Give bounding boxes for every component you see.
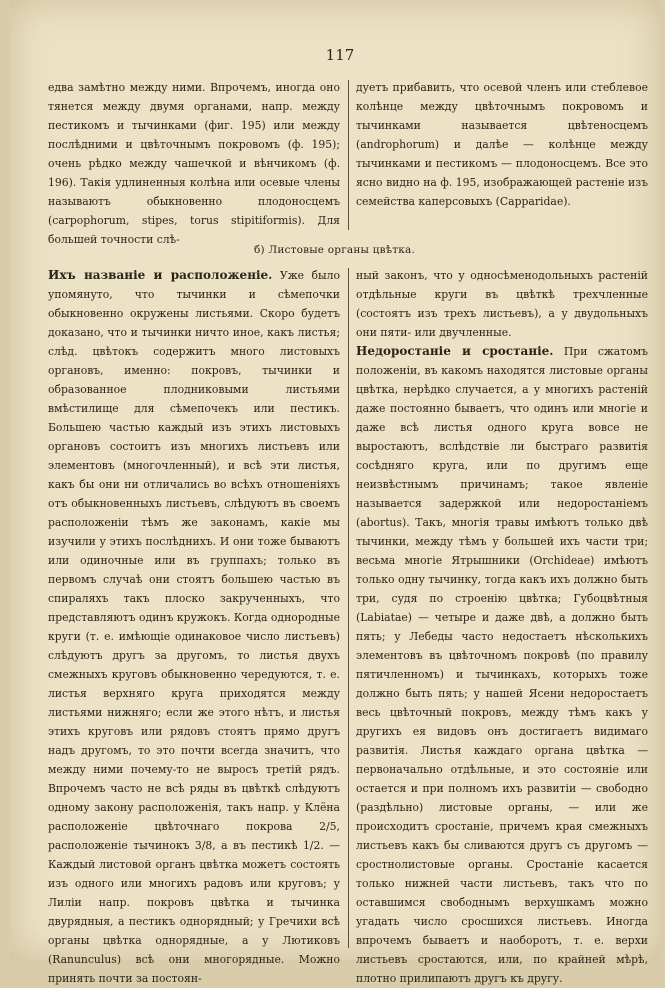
bottom-left-column [48,266,340,988]
right-intro-paragraph: ный законъ, что у односѣменодольныхъ растеній отдѣльные круги въ цвѣткѣ трехчленные (состоятъ изъ трехъ листьевъ), а у двудольныхъ они пяти- или двучленные. [356,269,648,339]
left-body-text: Уже было упомянуто, что тычинки и сѣмепочки обыкновенно окружены листьями. Скоро будетъ доказано, что и тычинки ничто иное, какъ листья; слѣд. цвѣтокъ содержитъ много листовыхъ органовъ, именно: покровъ, тычинки и образованное плодниковыми листьями вмѣстилище для сѣмепочекъ или пестикъ. Большею частью каждый изъ этихъ листовыхъ органовъ состоитъ изъ многихъ листьевъ или элементовъ (многочленный), и всѣ эти листья, какъ бы они ни отличались во всѣхъ отношеніяхъ отъ обыкновенныхъ листьевъ, слѣдуютъ въ своемъ расположеніи тѣмъ же законамъ, какіе мы изучили у этихъ послѣднихъ. И они тоже бываютъ или одиночные или въ группахъ; только въ первомъ случаѣ они стоятъ большею частью въ спираляхъ такъ плоско закрученныхъ, что представляютъ одинъ кружокъ. Когда однородные круги (т. е. имѣющіе одинаковое число листьевъ) слѣдуютъ другъ за другомъ, то листья двухъ смежныхъ круговъ обыкновенно чередуются, т. е. листья верхняго круга приходятся между листьями нижняго; если же этого нѣтъ, и листья этихъ круговъ или рядовъ стоятъ прямо другъ надъ другомъ, то это почти всегда значитъ, что между ними почему-то не выросъ третій рядъ. Впрочемъ часто не всѣ ряды въ цвѣткѣ слѣдуютъ одному закону расположенія, такъ напр. у Клёна расположеніе цвѣточнаго покрова 2/5, расположеніе тычинокъ 3/8, а въ пестикѣ 1/2. — Каждый листовой органъ цвѣтка можетъ состоять изъ одного или многихъ радовъ или круговъ; у Лиліи напр. покровъ цвѣтка и тычинка двурядныя, а пестикъ однорядный; у Гречихи всѣ органы цвѣтка однорядные, а у Лютиковъ (Ranunculus) всѣ они многорядные. Можно принять почти за постоян- [48,269,340,985]
bottom-right-column [356,266,648,988]
right-body-text: При сжатомъ положеніи, въ какомъ находятся листовые органы цвѣтка, нерѣдко случается, а у многихъ растеній даже постоянно бываетъ, что одинъ или многіе и даже всѣ листья одного круга вовсе не выростаютъ, вслѣдствіе ли быстраго развитія сосѣдняго круга, или по другимъ еще неизвѣстнымъ причинамъ; такое явленіе называется задержкой или недоростаніемъ (abortus). Такъ, многія травы имѣютъ только двѣ тычинки, между тѣмъ у большей ихъ части три; весьма многіе Ятрышники (Orchideae) имѣютъ только одну тычинку, тогда какъ ихъ должно быть три, судя по строенію цвѣтка; Губоцвѣтныя (Labiatae) — четыре и даже двѣ, а должно быть пять; у Лебеды часто недостаетъ нѣсколькихъ элементовъ въ цвѣточномъ покровѣ (по правилу пятичленномъ) и тычинкахъ, которыхъ тоже должно быть пять; у нашей Ясени недоростаетъ весь цвѣточный покровъ, между тѣмъ какъ у другихъ ея видовъ онъ достигаетъ видимаго развитія. Листья каждаго органа цвѣтка — первоначально отдѣльные, и это состояніе или остается и при полномъ ихъ развитіи — свободно (раздѣльно) листовые органы, — или же происходитъ сростаніе, причемъ края смежныхъ листьевъ какъ бы сливаются другъ съ другомъ — сростнолистовые органы. Сростаніе касается только нижней части листьевъ, такъ что по оставшимся свободнымъ верхушкамъ можно угадать число сросшихся листьевъ. Иногда впрочемъ бываетъ и наоборотъ, т. е. верхи листьевъ сростаются, или, по крайней мѣрѣ, плотно прилипаютъ другъ къ другу. [356,345,648,985]
column-divider-top [348,80,349,230]
right-paragraph [356,342,648,988]
top-left-paragraph: едва замѣтно между ними. Впрочемъ, иногда оно тянется между двумя органами, напр. между пестикомъ и тычинками (фиг. 195) или между послѣдними и цвѣточнымъ покровомъ (ф. 195); очень рѣдко между чашечкой и вѣнчикомъ (ф. 196). Такія удлиненныя колѣна или осевые члены называютъ обыкновенно плодоносцемъ (carpophorum, stipes, torus stipitiformis). Для большей точности слѣ- [48,81,340,246]
top-right-column [356,78,648,211]
left-subheading: Ихъ названіе и расположеніе. [48,268,273,282]
column-divider-bottom [348,268,349,948]
page-number: 117 [325,46,355,64]
top-left-column [48,78,340,249]
right-subheading: Недоростаніе и сростаніе. [356,344,554,358]
section-heading: б) Листовые органы цвѣтка. [254,244,416,256]
book-page [10,0,660,985]
top-right-paragraph: дуетъ прибавить, что осевой членъ или стеблевое колѣнце между цвѣточнымъ покровомъ и тычинками называется цвѣтеносцемъ (androphorum) и далѣе — колѣнце между тычинками и пестикомъ — плодоносцемъ. Все это ясно видно на ф. 195, изображающей растеніе изъ семейства каперсовыхъ (Capparidae). [356,81,648,208]
left-paragraph [48,266,340,988]
